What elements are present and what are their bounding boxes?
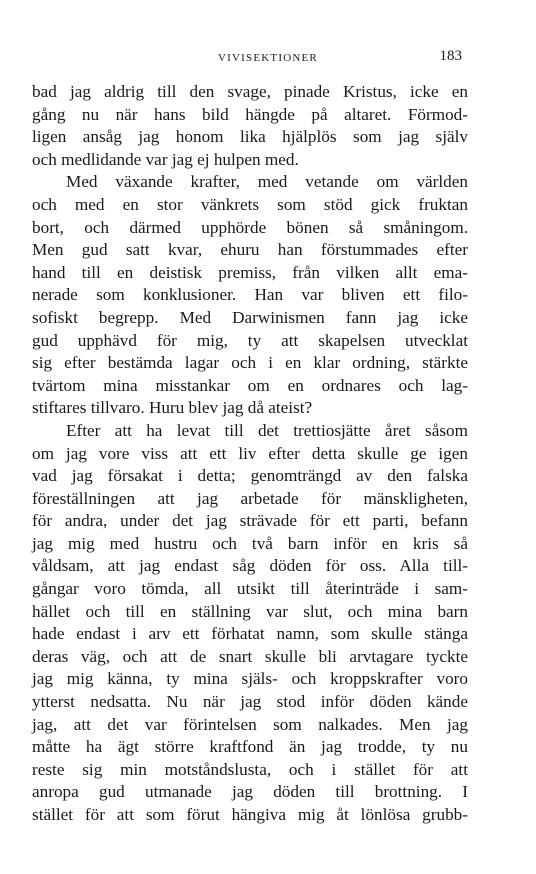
text-line: sig efter bestämda lagar och i en klar ordning, stärkte (32, 353, 468, 373)
text-line: sofiskt begrepp. Med Darwinismen fann jag icke (32, 307, 468, 327)
text-line: gud upphävd för mig, ty att skapelsen utvecklat (32, 330, 468, 350)
text-line: anropa gud utmanade jag döden till brottning. I (32, 782, 468, 802)
text-line: vad jag försakat i detta; genomträngd av den falska (32, 466, 468, 486)
text-line: för andra, under det jag strävade för ett parti, befann (32, 511, 468, 531)
text-line: Med växande krafter, med vetande om världen (66, 172, 468, 192)
text-line: om jag vore viss att ett liv efter detta skulle ge igen (32, 443, 468, 463)
text-line: och med en stor vänkrets som stöd gick fruktan (32, 194, 468, 214)
text-line: jag mig känna, ty mina själs- och kroppskrafter voro (32, 669, 468, 689)
text-line: jag mig med hustru och två barn inför en kris så (32, 533, 468, 553)
text-line: bad jag aldrig till den svage, pinade Kristus, icke en (32, 82, 468, 101)
text-line: måtte ha ägt större kraftfond än jag trodde, ty nu (32, 737, 468, 757)
text-line: reste sig min motståndslusta, och i stället för att (32, 759, 468, 779)
running-title: VIVISEKTIONER (218, 52, 318, 64)
text-line: bort, och därmed upphörde bönen så småningom. (32, 217, 468, 237)
text-line: jag, att det var förintelsen som nalkades. Men jag (32, 714, 468, 734)
text-line: stället för att som förut hängiva mig åt lönlösa grubb- (32, 805, 468, 824)
text-line: nerade som konklusioner. Han var bliven ett filo- (32, 285, 468, 305)
text-line: Men gud satt kvar, ehuru han förstummades efter (32, 240, 468, 260)
text-line: och medlidande var jag ej hulpen med. (32, 149, 299, 169)
text-line: ligen ansåg jag honom lika hjälplös som jag själv (32, 127, 468, 147)
text-line: våldsam, att jag endast såg döden för oss. Alla till- (32, 556, 468, 576)
body-text (32, 81, 468, 827)
text-line: tvärtom mina misstankar om en ordnares och lag- (32, 375, 468, 395)
text-line: föreställningen att jag arbetade för mänskligheten, (32, 488, 468, 508)
text-line: hade endast i arv ett förhatat namn, som skulle stänga (32, 624, 468, 644)
text-line: hand till en deistisk premiss, från vilken allt ema- (32, 262, 468, 282)
page-number: 183 (439, 48, 462, 64)
text-line: gångar voro tömda, all utsikt till återinträde i sam- (32, 579, 468, 599)
text-line: stiftares tillvaro. Huru blev jag då ateist? (32, 398, 313, 418)
text-line: hället och till en ställning var slut, och mina barn (32, 601, 468, 621)
text-line: ytterst nedsatta. Nu när jag stod inför döden kände (32, 692, 468, 712)
text-line: deras väg, och att de snart skulle bli arvtagare tyckte (32, 646, 468, 666)
text-line: gång nu när hans bild hängde på altaret. Förmod- (32, 104, 468, 124)
running-header (0, 48, 536, 68)
text-line: Efter att ha levat till det trettiosjätte året såsom (66, 420, 468, 440)
